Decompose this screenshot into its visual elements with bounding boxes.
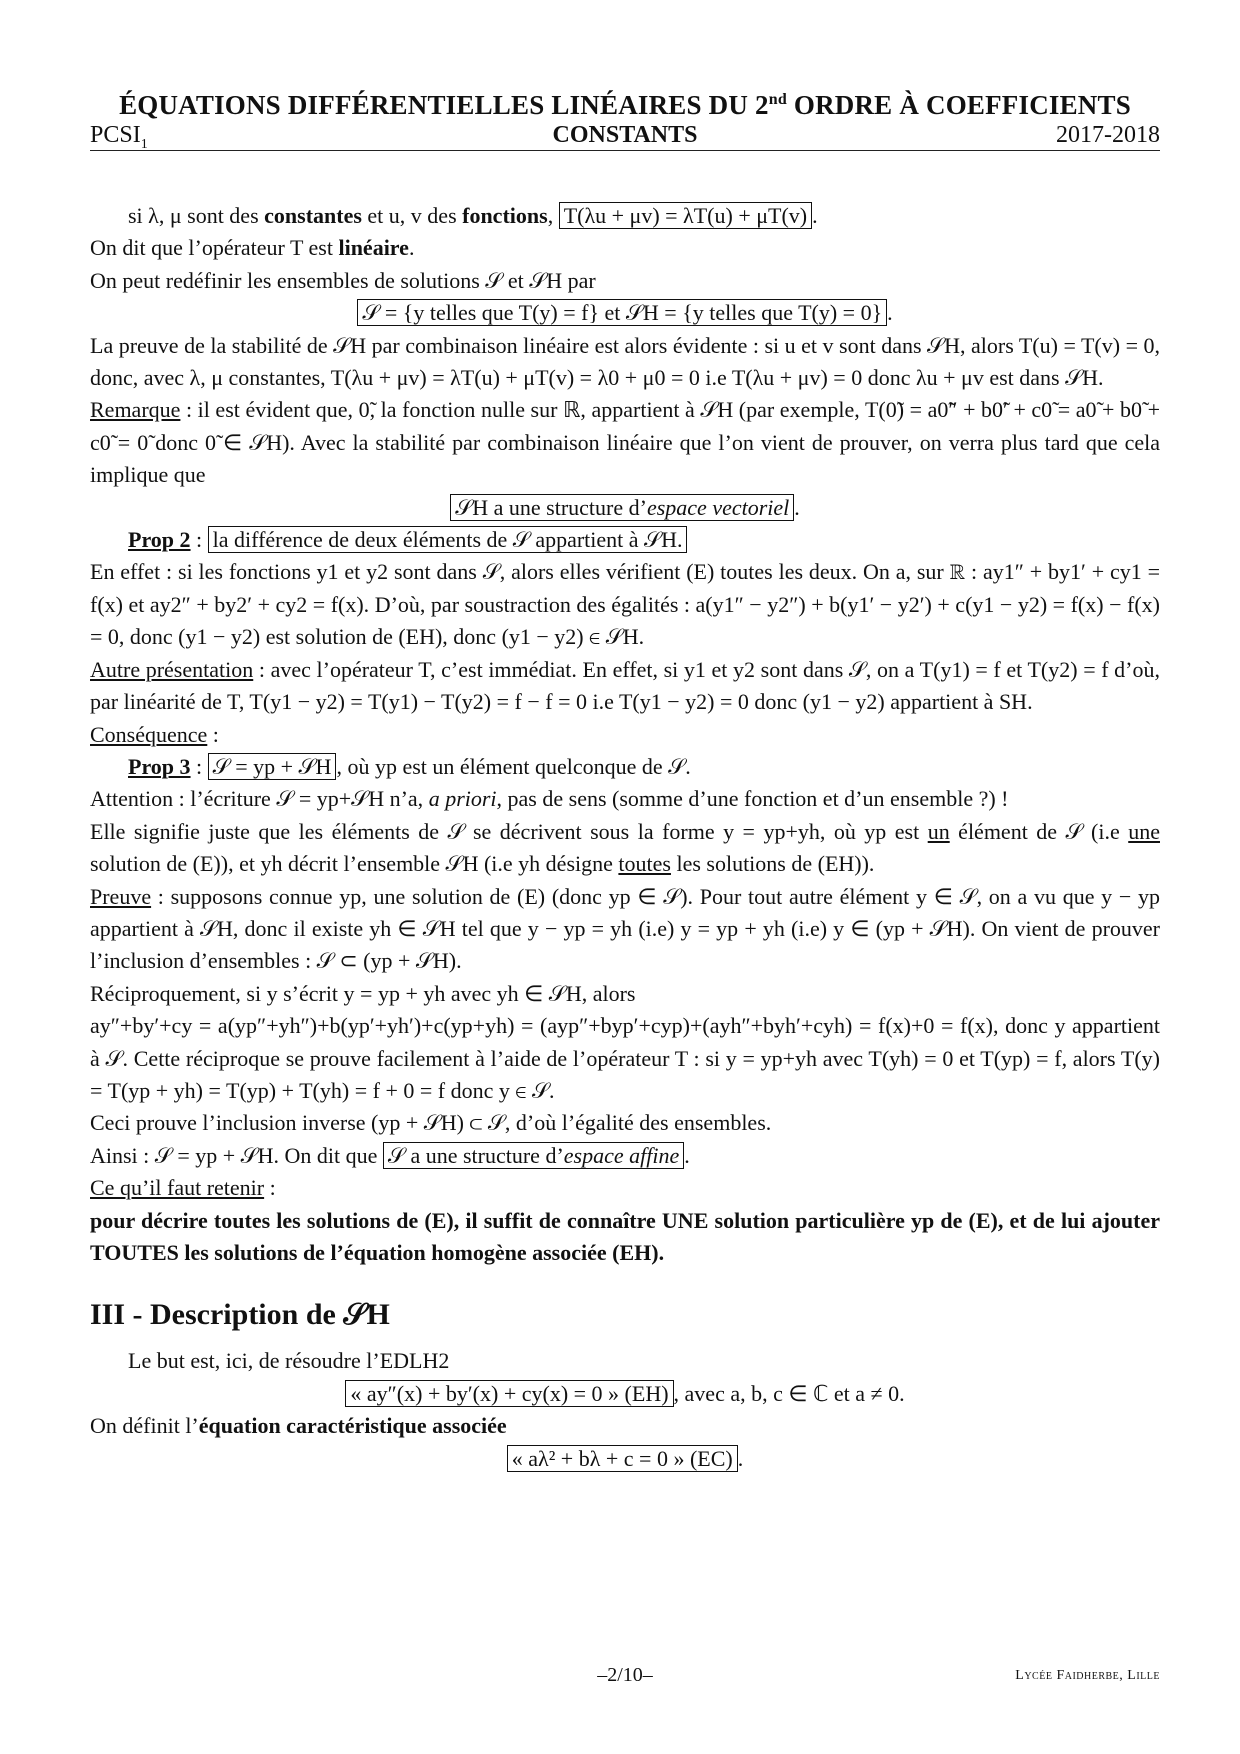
text: :	[190, 753, 208, 779]
paragraph-consequence	[90, 719, 1160, 751]
prop3-label: Prop 3	[128, 753, 191, 779]
paragraph-proof	[90, 881, 1160, 978]
boxed-prop2: la différence de deux éléments de 𝒮 appartient à 𝒮H.	[208, 526, 688, 553]
text: et u, v des	[361, 203, 463, 228]
text: .	[812, 203, 818, 228]
paragraph-prop3	[90, 751, 1160, 783]
paragraph-remark	[90, 394, 1160, 491]
header-title-part2: ORDRE À COEFFICIENTS	[786, 90, 1131, 120]
text: :	[190, 527, 208, 553]
page-footer	[90, 1664, 1160, 1694]
text: , avec a, b, c ∈ ℂ et a ≠ 0.	[673, 1380, 905, 1406]
text: si λ, μ sont des	[128, 203, 265, 228]
text: , où yp est un élément quelconque de 𝒮.	[336, 753, 691, 779]
text: 𝒮 a une structure d’	[387, 1142, 564, 1168]
boxed-characteristic-equation: « aλ² + bλ + c = 0 » (EC)	[507, 1445, 738, 1472]
paragraph-goal: Le but est, ici, de résoudre l’EDLH2	[128, 1348, 450, 1374]
header-title	[90, 90, 1160, 121]
paragraph-redefine: On peut redéfinir les ensembles de solutions 𝒮 et 𝒮H par	[90, 267, 596, 293]
boxed-formula-linearity: T(λu + μv) = λT(u) + μT(v)	[559, 202, 812, 229]
header-year: 2017-2018	[1056, 122, 1160, 148]
text: élément de 𝒮 (i.e	[949, 818, 1129, 844]
text: , pas de sens (somme d’une fonction et d’un ensemble ?) !	[496, 786, 1009, 812]
paragraph-reciprocal-computation: ay″+by′+cy = a(yp″+yh″)+b(yp′+yh′)+c(yp+yh) = (ayp″+byp′+cyp)+(ayh″+byh′+cyh) = f(x)+0 = f(x), donc y appartient à 𝒮. Cette réciproque se prouve facilement à l’aide de l’opérateur T : si y = yp+yh avec T(yh) = 0 et T(yp) = f, alors T(y) = T(yp + yh) = T(yp) + T(yh) = f + 0 = f donc y ∈ 𝒮.	[90, 1013, 1160, 1103]
italic-text: espace affine	[563, 1142, 680, 1168]
paragraph-reciprocal: Réciproquement, si y s’écrit y = yp + yh avec yh ∈ 𝒮H, alors	[90, 980, 636, 1006]
paragraph-prop2-proof: En effet : si les fonctions y1 et y2 sont dans 𝒮, alors elles vérifient (E) toutes les deux. On a, sur ℝ : ay1″ + by1′ + cy1 = f(x) et ay2″ + by2′ + cy2 = f(x). D’où, par soustraction des égalités : a(y1″ − y2″) + b(y1′ − y2′) + c(y1 − y2) = f(x) − f(x) = 0, donc (y1 − y2) est solution de (EH), donc (y1 − y2) ∈ 𝒮H.	[90, 559, 1160, 650]
paragraph-attention	[90, 783, 1160, 815]
italic-text: a priori	[428, 786, 497, 812]
text: Elle signifie juste que les éléments de 𝒮 se décrivent sous la forme y = yp+yh, où yp est	[90, 818, 928, 844]
text: solution de (E)), et yh décrit l’ensemble 𝒮H (i.e yh désigne	[90, 851, 619, 877]
paragraph-other-presentation	[90, 654, 1160, 719]
text: .	[794, 494, 800, 520]
consequence-label: Conséquence	[90, 721, 208, 747]
paragraph-stability-proof: La preuve de la stabilité de 𝒮H par combinaison linéaire est alors évidente : si u et v sont dans 𝒮H, alors T(u) = T(v) = 0, donc, avec λ, μ constantes, T(λu + μv) = λT(u) + μT(v) = λ0 + μ0 = 0 i.e T(λu + μv) = 0 donc λu + μv est dans 𝒮H.	[90, 332, 1160, 391]
boxed-prop3: 𝒮 = yp + 𝒮H	[208, 753, 337, 780]
page-number: –2/10–	[597, 1664, 653, 1686]
remark-label: Remarque	[90, 397, 181, 423]
other-presentation-label: Autre présentation	[90, 656, 254, 682]
header-title-part1: ÉQUATIONS DIFFÉRENTIELLES LINÉAIRES DU 2	[119, 90, 769, 120]
text: : avec l’opérateur T, c’est immédiat. En effet, si y1 et y2 sont dans 𝒮, on a T(y1) = f et T(y2) = f d’où, par linéarité de T, T(y1 − y2) = T(y1) − T(y2) = f − f = 0 i.e T(y1 − y2) = 0 donc (y1 − y2) appartient à SH.	[90, 656, 1160, 715]
paragraph-vector-space	[90, 492, 1160, 524]
text: : supposons connue yp, une solution de (E) (donc yp ∈ 𝒮). Pour tout autre élément y ∈ 𝒮, on a vu que y − yp appartient à 𝒮H, donc il existe yh ∈ 𝒮H tel que y − yp = yh (i.e) y = yp + yh (i.e) y ∈ (yp + 𝒮H). On vient de prouver l’inclusion d’ensembles : 𝒮 ⊂ (yp + 𝒮H).	[90, 883, 1160, 974]
boxed-formula-sets: 𝒮 = {y telles que T(y) = f} et 𝒮H = {y telles que T(y) = 0}	[357, 299, 887, 326]
header-class	[90, 122, 148, 153]
text: Attention : l’écriture 𝒮 = yp+𝒮H n’a,	[90, 786, 429, 812]
bold-text: linéaire	[338, 235, 409, 261]
bold-text: fonctions	[462, 203, 548, 228]
boxed-vector-space	[450, 494, 794, 521]
takeaway-label: Ce qu’il faut retenir	[90, 1175, 265, 1201]
paragraph-homogeneous-equation	[90, 1378, 1160, 1410]
text: .	[408, 235, 415, 261]
boxed-homogeneous-equation: « ay″(x) + by′(x) + cy(x) = 0 » (EH)	[345, 1380, 673, 1407]
text: ,	[547, 203, 559, 228]
underlined-text: une	[1128, 818, 1160, 844]
italic-text: espace vectoriel	[646, 494, 790, 520]
bold-text: équation caractéristique associée	[198, 1413, 507, 1439]
text: : il est évident que, 0̃, la fonction nulle sur ℝ, appartient à 𝒮H (par exemple, T(0̃) = a0̃″ + b0̃′ + c0̃ = a0̃ + b0̃ + c0̃ = 0̃ donc 0̃ ∈ 𝒮H). Avec la stabilité par combinaison linéaire que l’on vient de prouver, on verra plus tard que cela implique que	[90, 397, 1160, 488]
paragraph-inverse-inclusion: Ceci prouve l’inclusion inverse (yp + 𝒮H) ⊂ 𝒮, d’où l’égalité des ensembles.	[90, 1110, 772, 1136]
boxed-affine-space	[383, 1142, 684, 1169]
paragraph-prop2	[90, 524, 1160, 556]
header-rule	[90, 150, 1160, 151]
header-class-sub: 1	[140, 136, 148, 152]
header-class-name: PCSI	[90, 122, 141, 148]
paragraph-linear-operator	[90, 232, 1160, 264]
text: les solutions de (EH)).	[670, 851, 875, 877]
paragraph-linearity	[90, 200, 1160, 232]
text: 𝒮H a une structure d’	[455, 494, 647, 520]
paragraph-set-definitions	[90, 297, 1160, 329]
prop2-label: Prop 2	[128, 527, 191, 553]
text: .	[887, 300, 893, 326]
document-body	[90, 200, 1160, 1475]
proof-label: Preuve	[90, 883, 152, 909]
text: .	[684, 1142, 690, 1168]
paragraph-meaning	[90, 816, 1160, 881]
underlined-text: un	[927, 818, 950, 844]
underlined-text: toutes	[618, 851, 671, 877]
text: On dit que l’opérateur T est	[90, 235, 339, 261]
text: :	[264, 1175, 276, 1201]
header-title-sup: nd	[768, 91, 787, 108]
paragraph-characteristic-def	[90, 1410, 1160, 1442]
header-subline	[90, 122, 1160, 152]
text: On définit l’	[90, 1413, 199, 1439]
text: .	[737, 1445, 744, 1471]
bold-text: constantes	[264, 203, 362, 228]
school-name: Lycée Faidherbe, Lille	[1015, 1668, 1160, 1683]
header-subtitle: CONSTANTS	[552, 122, 698, 148]
paragraph-takeaway: pour décrire toutes les solutions de (E), il suffit de connaître UNE solution particulière yp de (E), et de lui ajouter TOUTES les solutions de l’équation homogène associée (EH).	[90, 1207, 1160, 1265]
paragraph-affine-space	[90, 1140, 1160, 1172]
section-title: III - Description de 𝒮H	[90, 1298, 390, 1332]
text: :	[207, 721, 219, 747]
paragraph-takeaway-heading	[90, 1172, 1160, 1204]
paragraph-characteristic-equation	[90, 1443, 1160, 1475]
text: Ainsi : 𝒮 = yp + 𝒮H. On dit que	[90, 1142, 383, 1168]
